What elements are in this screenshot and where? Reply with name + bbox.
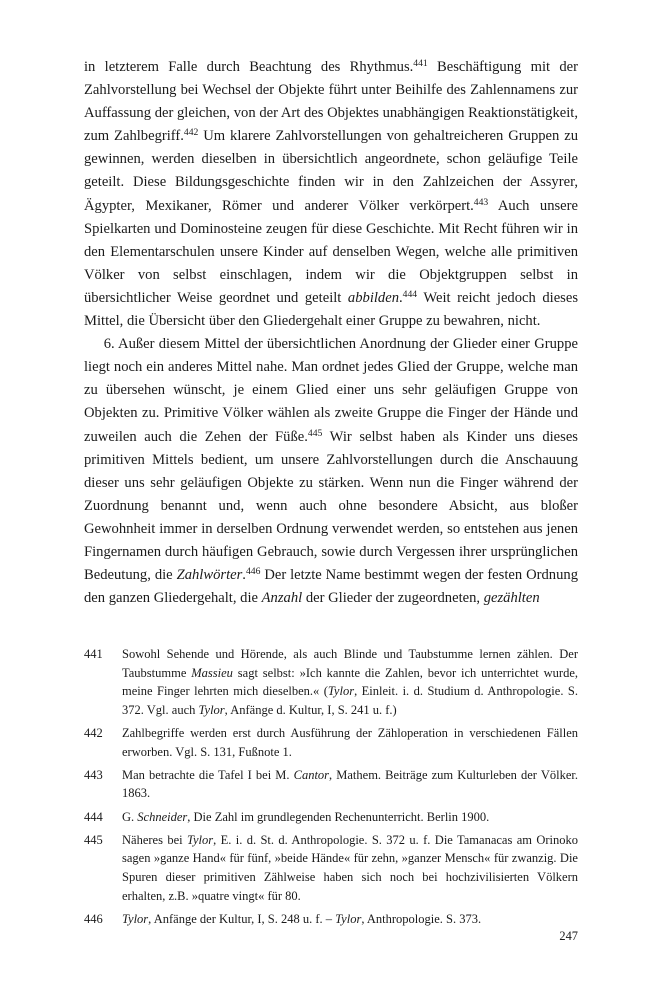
emphasis-text: Tylor [335,911,362,926]
emphasis-text: Tylor [122,911,149,926]
run-text: Man betrachte die Tafel I bei M. [122,767,294,782]
run-text: Zahlbegriffe werden erst durch Ausführung der Zähloperation in verschiedenen Fällen erworben. Vgl. S. 131, Fußnote 1. [122,725,578,759]
body-paragraph-1 [84,56,578,333]
emphasis-text: Schneider [137,809,188,824]
emphasis-text: Tylor [186,832,214,847]
footnote-item [84,645,578,719]
run-text: Weit reicht jedoch dieses Mittel, die Übersicht über den Gliedergehalt einer Gruppe zu bewahren, nicht. [84,289,579,330]
run-text: , Einleit. i. d. Studium d. Anthropologie. S. 372. Vgl. auch [122,684,578,717]
footnote-item [84,808,578,827]
run-text: , Anfänge der Kultur, I, S. 248 u. f. – [148,911,336,926]
page-number: 247 [559,929,578,943]
footnote-number: 442 [84,725,103,740]
run-text: Um klarere Zahlvorstellungen von gehaltreicheren Gruppen zu gewinnen, werden dieselben in übersichtlich angeordnete, schon geläufige Teile geteilt. Diese Bildungsgeschichte finden wir in den Zahlzeichen der Assyrer, Ägypter, Mexikaner, Römer und anderer Völker verkörpert. [84,128,579,214]
run-text: 6. Außer diesem Mittel der übersichtlichen Anordnung der Glieder einer Gruppe liegt noch ein anderes Mittel nahe. Man ordnet jedes Glied der Gruppe, welche man zu übersehen wünscht, je einem Glied einer uns sehr geläufigen Gruppe von Objekten zu. Primitive Völker wählen als zweite Gruppe die Finger der Hände und zuweilen auch die Zehen der Füße. [84,336,578,445]
footnote-text [122,910,578,929]
footnote-number: 441 [84,647,103,661]
run-text: , Anfänge d. Kultur, I, S. 241 u. f.) [224,702,397,717]
emphasis-text: Anzahl [261,590,303,607]
run-text: Näheres bei [122,832,187,847]
footnote-text [122,766,578,803]
footnote-item [84,831,578,905]
run-text: sagt selbst: »Ich kannte die Zahlen, bevor ich unterrichtet wurde, meine Finger lehrten mich dieselben.« ( [122,665,578,699]
footnote-marker: 444 [402,288,418,300]
footnote-number: 444 [84,809,103,824]
run-text: , E. i. d. St. d. Anthropologie. S. 372 u. f. Die Tamanacas am Orinoko sagen »ganze Hand« für fünf, »beide Hände« für zehn, »ganzer Mensch« für zwanzig. Die Spuren dieser primitiven Zählweise haben sich noch bei hochzivilisierten Völkern erhalten, z.B. »quatre vingt« für 80. [122,832,578,903]
emphasis-text: Tylor [327,684,355,699]
emphasis-text: Cantor [293,767,330,782]
body-text-block [84,56,578,610]
run-text: in letzterem Falle durch Beachtung des Rhythmus. [84,59,414,75]
footnote-marker: 445 [307,427,323,439]
footnote-text [122,645,578,719]
run-text: , Mathem. Beiträge zum Kulturleben der Völker. 1863. [122,767,578,801]
emphasis-text: Massieu [191,665,233,680]
emphasis-text: gezählten [483,590,540,607]
emphasis-text: Tylor [198,702,225,717]
footnote-list [84,645,578,928]
emphasis-text: Zahlwörter [176,567,243,584]
run-text: Wir selbst haben als Kinder uns dieses primitiven Mittels bedient, um unsere Zahlvorstellungen durch die Anschauung dieser uns sehr geläufigen Objekte zu stärken. Wenn nun die Finger während der Zuordnung benannt und, wenn auch ohne besondere Absicht, aus bloßer Gewohnheit immer in derselben Ordnung verwendet werden, so entstehen aus jenen Fingernamen durch häufigen Gebrauch, sowie durch Vergessen ihrer ursprünglichen Bedeutung, die [84,428,578,584]
run-text: G. [122,809,138,824]
run-text: der Glieder der zugeordneten, [302,590,484,607]
footnote-number: 445 [84,832,103,847]
footnote-item [84,910,578,929]
footnote-marker: 443 [473,196,489,208]
footnote-item [84,766,578,803]
footnote-text [122,724,578,761]
run-text: , Die Zahl im grundlegenden Rechenunterricht. Berlin 1900. [187,809,490,824]
run-text: Sowohl Sehende und Hörende, als auch Blinde und Taubstumme lernen zählen. Der Taubstumme [122,647,578,680]
footnote-number: 446 [84,911,103,926]
run-text: , Anthropologie. S. 373. [361,911,482,926]
run-text: Beschäftigung mit der Zahlvorstellung bei Wechsel der Objekte führt unter Beihilfe des Zahlennamens zur Auffassung der gleichen, von der Art des Objektes unabhängigen Reaktionstätigkeit, zum Zahlbegriff. [84,59,578,145]
footnote-text [122,831,578,905]
footnote-text [122,808,578,827]
footnote-number: 443 [84,767,103,782]
run-text: Auch unsere Spielkarten und Dominosteine zeugen für diese Geschichte. Mit Recht führen wir in den Elementarschulen unsere Kinder auf denselben Wegen, welche alle primitiven Völker von selbst einschlagen, indem wir die Objektgruppen selbst in übersichtlicher Weise geordnet und geteilt [84,197,578,306]
footnote-marker: 446 [245,566,261,578]
run-text: Der letzte Name bestimmt wegen der festen Ordnung den ganzen Gliedergehalt, die [84,567,578,607]
footnote-marker: 442 [183,127,199,139]
body-paragraph-2 [84,333,578,610]
emphasis-text: abbilden [347,289,399,306]
run-text: . [242,567,246,584]
footnote-item [84,724,578,761]
run-text: . [399,289,403,306]
footnote-marker: 441 [413,58,428,69]
